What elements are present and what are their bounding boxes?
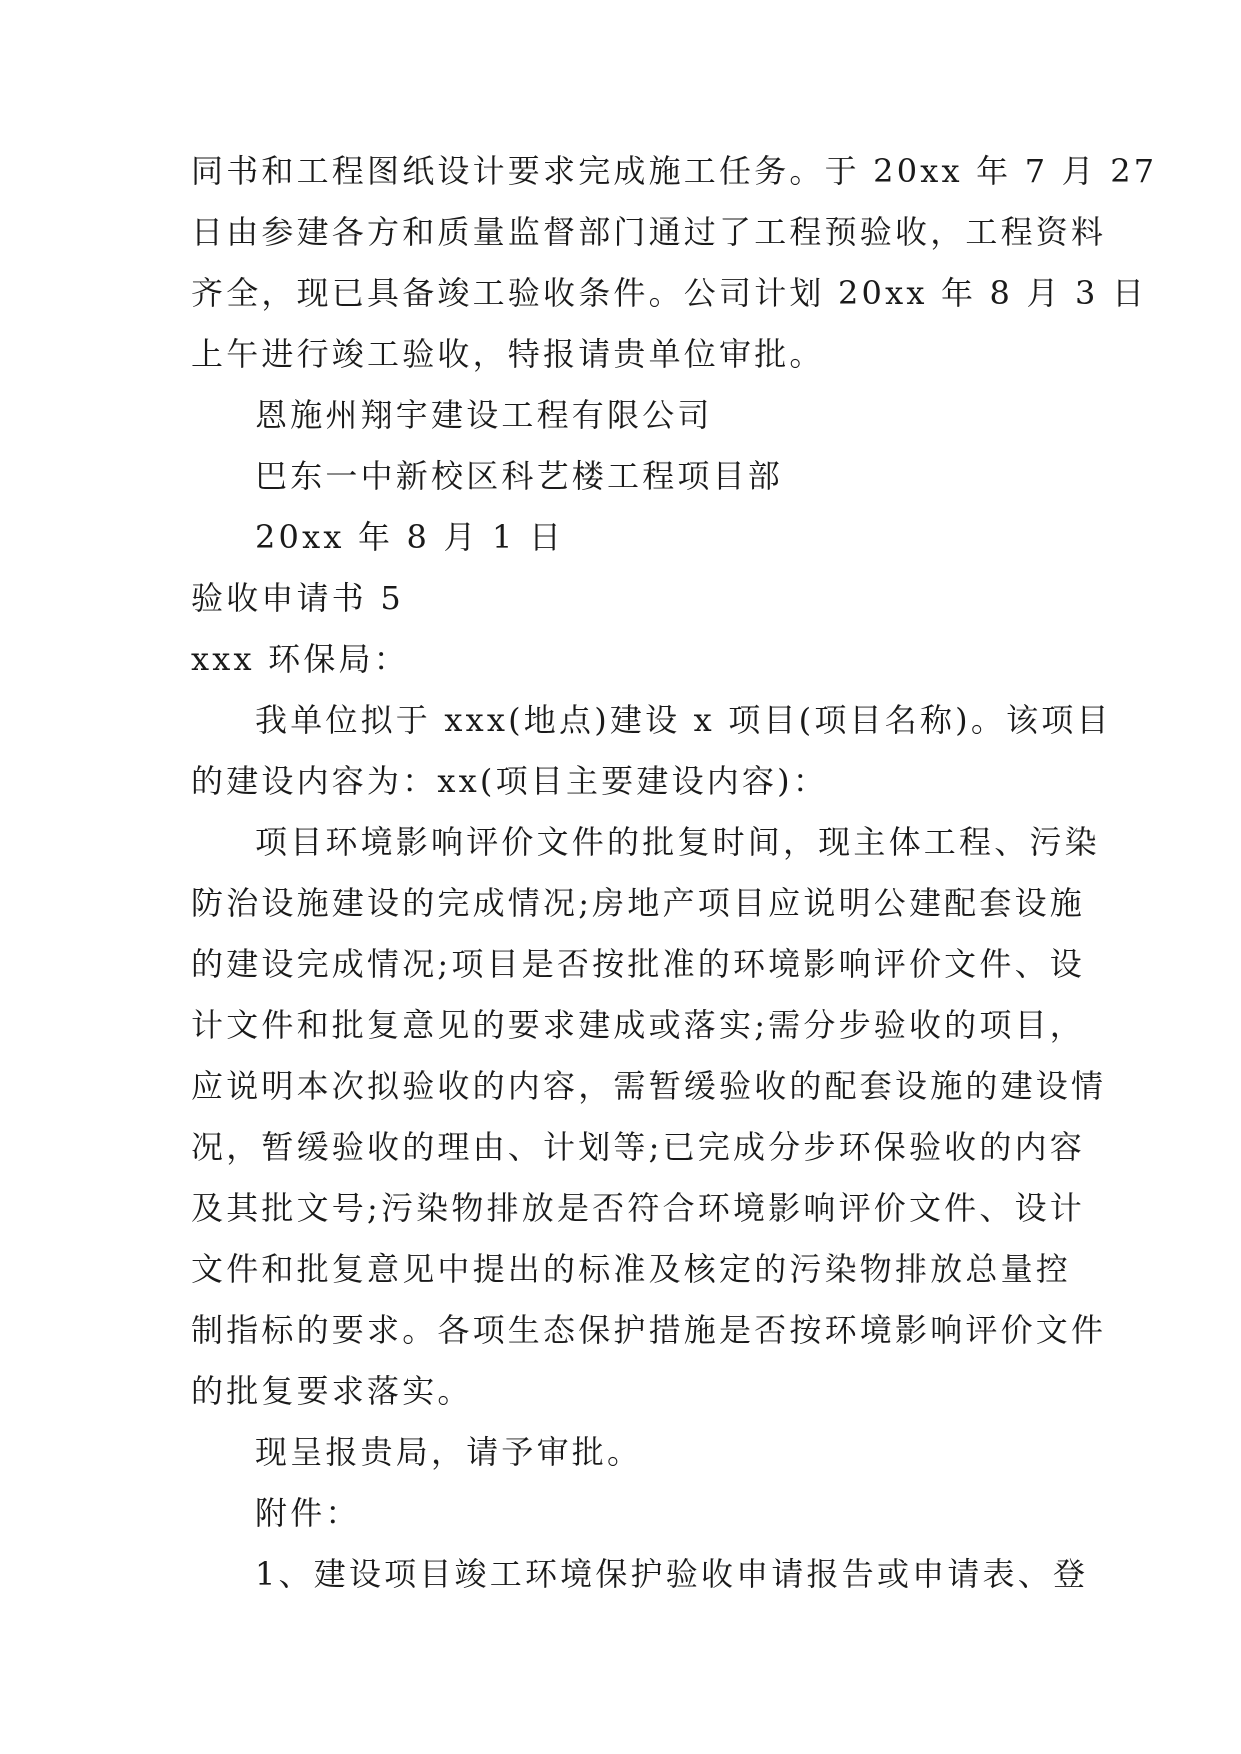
text-line: 日由参建各方和质量监督部门通过了工程预验收，工程资料: [191, 213, 1107, 251]
text-line: 项目环境影响评价文件的批复时间，现主体工程、污染: [255, 823, 1100, 861]
text-line: 的建设完成情况;项目是否按批准的环境影响评价文件、设: [191, 945, 1085, 983]
text-line: 附件：: [255, 1494, 361, 1532]
text-line: 况，暂缓验收的理由、计划等;已完成分步环保验收的内容: [191, 1128, 1085, 1166]
document-body: [191, 141, 1158, 1605]
text-line: 20xx 年 8 月 1 日: [255, 518, 565, 556]
text-line: 同书和工程图纸设计要求完成施工任务。于 20xx 年 7 月 27: [191, 152, 1158, 190]
text-line: 1、建设项目竣工环境保护验收申请报告或申请表、登: [255, 1555, 1089, 1593]
text-line: 恩施州翔宇建设工程有限公司: [255, 396, 713, 434]
text-line: 验收申请书 5: [191, 579, 404, 617]
text-line: 齐全，现已具备竣工验收条件。公司计划 20xx 年 8 月 3 日: [191, 274, 1148, 312]
text-line: 及其批文号;污染物排放是否符合环境影响评价文件、设计: [191, 1189, 1085, 1227]
text-line: 计文件和批复意见的要求建成或落实;需分步验收的项目，: [191, 1006, 1085, 1044]
text-line: 文件和批复意见中提出的标准及核定的污染物排放总量控: [191, 1250, 1072, 1288]
text-line: 巴东一中新校区科艺楼工程项目部: [255, 457, 784, 495]
text-line: 上午进行竣工验收，特报请贵单位审批。: [191, 335, 825, 373]
text-line: 我单位拟于 xxx(地点)建设 x 项目(项目名称)。该项目: [255, 701, 1112, 739]
text-line: 的批复要求落实。: [191, 1372, 473, 1410]
text-line: 防治设施建设的完成情况;房地产项目应说明公建配套设施: [191, 884, 1085, 922]
text-line: 的建设内容为：xx(项目主要建设内容)：: [191, 762, 829, 800]
text-line: 制指标的要求。各项生态保护措施是否按环境影响评价文件: [191, 1311, 1107, 1349]
text-line: 现呈报贵局，请予审批。: [255, 1433, 643, 1471]
text-line: xxx 环保局：: [191, 640, 409, 678]
text-line: 应说明本次拟验收的内容，需暂缓验收的配套设施的建设情: [191, 1067, 1107, 1105]
